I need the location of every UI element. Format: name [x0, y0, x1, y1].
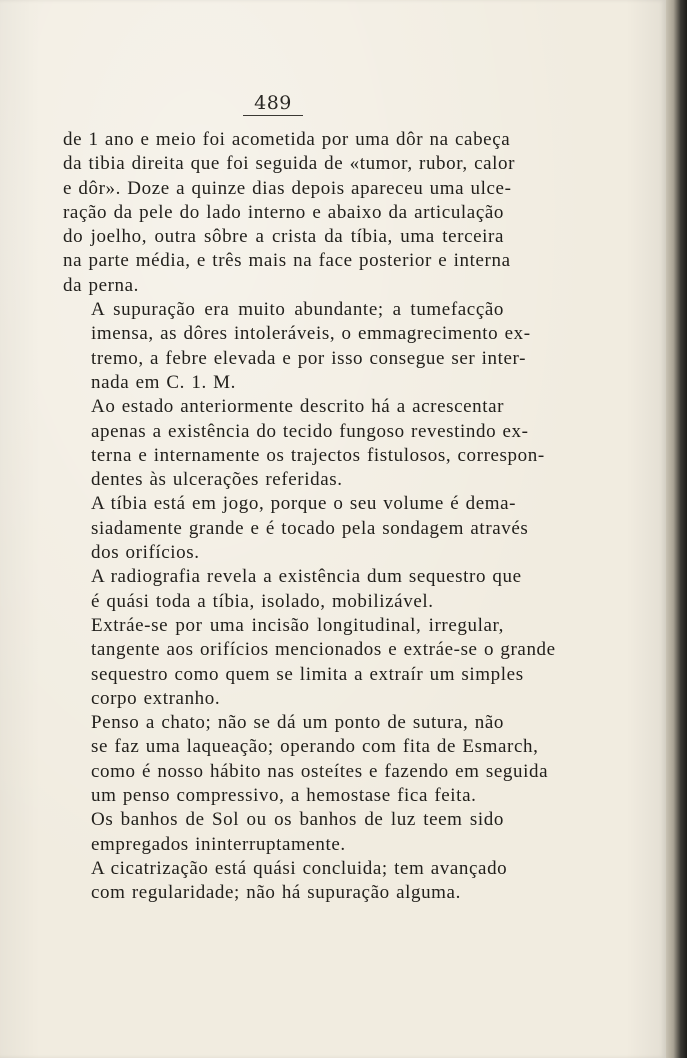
text-line: empregados ininterruptamente. — [91, 833, 346, 855]
text-line: ração da pele do lado interno e abaixo da articulação — [63, 201, 504, 223]
text-line: siadamente grande e é tocado pela sondagem através — [91, 517, 529, 539]
text-line: tangente aos orifícios mencionados e extráe-se o grande — [91, 639, 556, 661]
text-line: corpo extranho. — [91, 687, 221, 709]
page-number-rule — [243, 115, 303, 116]
text-line: A tíbia está em jogo, porque o seu volume é dema- — [91, 493, 517, 515]
text-line: Os banhos de Sol ou os banhos de luz teem sido — [91, 809, 504, 831]
paragraph — [63, 128, 516, 298]
text-line: dos orifícios. — [91, 542, 200, 564]
paragraph — [63, 298, 531, 395]
text-line: apenas a existência do tecido fungoso revestindo ex- — [91, 420, 529, 442]
paragraph — [63, 614, 556, 711]
body-text — [63, 128, 556, 906]
text-line: da tibia direita que foi seguida de «tumor, rubor, calor — [63, 153, 516, 175]
text-line: sequestro como quem se limita a extraír um simples — [91, 663, 524, 685]
text-line: da perna. — [63, 274, 140, 296]
text-line: com regularidade; não há supuração alguma. — [91, 882, 461, 904]
text-line: tremo, a febre elevada e por isso consegue ser inter- — [91, 347, 527, 369]
text-line: do joelho, outra sôbre a crista da tíbia, uma terceira — [63, 226, 504, 248]
text-line: de 1 ano e meio foi acometida por uma dôr na cabeça — [63, 129, 511, 150]
text-line: na parte média, e três mais na face posterior e interna — [63, 250, 511, 272]
text-line: imensa, as dôres intoleráveis, o emmagrecimento ex- — [91, 323, 531, 345]
page-edge-shadow — [666, 0, 687, 1058]
page-number: 489 — [254, 92, 292, 114]
text-line: um penso compressivo, a hemostase fica feita. — [91, 785, 477, 807]
paragraph — [63, 711, 549, 808]
text-line: Ao estado anteriormente descrito há a acrescentar — [91, 396, 505, 418]
paragraph — [63, 857, 508, 906]
paragraph — [63, 808, 504, 857]
text-line: é quási toda a tíbia, isolado, mobilizável. — [91, 590, 434, 612]
text-line: como é nosso hábito nas osteítes e fazendo em seguida — [91, 760, 549, 782]
paragraph — [63, 492, 529, 565]
paragraph — [63, 565, 522, 614]
text-line: A cicatrização está quási concluida; tem avançado — [91, 857, 508, 879]
text-line: terna e internamente os trajectos fistulosos, correspon- — [91, 444, 545, 466]
text-line: A supuração era muito abundante; a tumefacção — [91, 299, 504, 321]
text-line: Penso a chato; não se dá um ponto de sutura, não — [91, 712, 504, 734]
text-line: nada em C. 1. M. — [91, 371, 236, 393]
text-line: A radiografia revela a existência dum sequestro que — [91, 566, 522, 588]
text-line: se faz uma laqueação; operando com fita de Esmarch, — [91, 736, 539, 758]
text-line: dentes às ulcerações referidas. — [91, 469, 343, 491]
text-line: Extráe-se por uma incisão longitudinal, irregular, — [91, 614, 504, 636]
text-line: e dôr». Doze a quinze dias depois apareceu uma ulce- — [63, 177, 512, 199]
paragraph — [63, 395, 545, 492]
